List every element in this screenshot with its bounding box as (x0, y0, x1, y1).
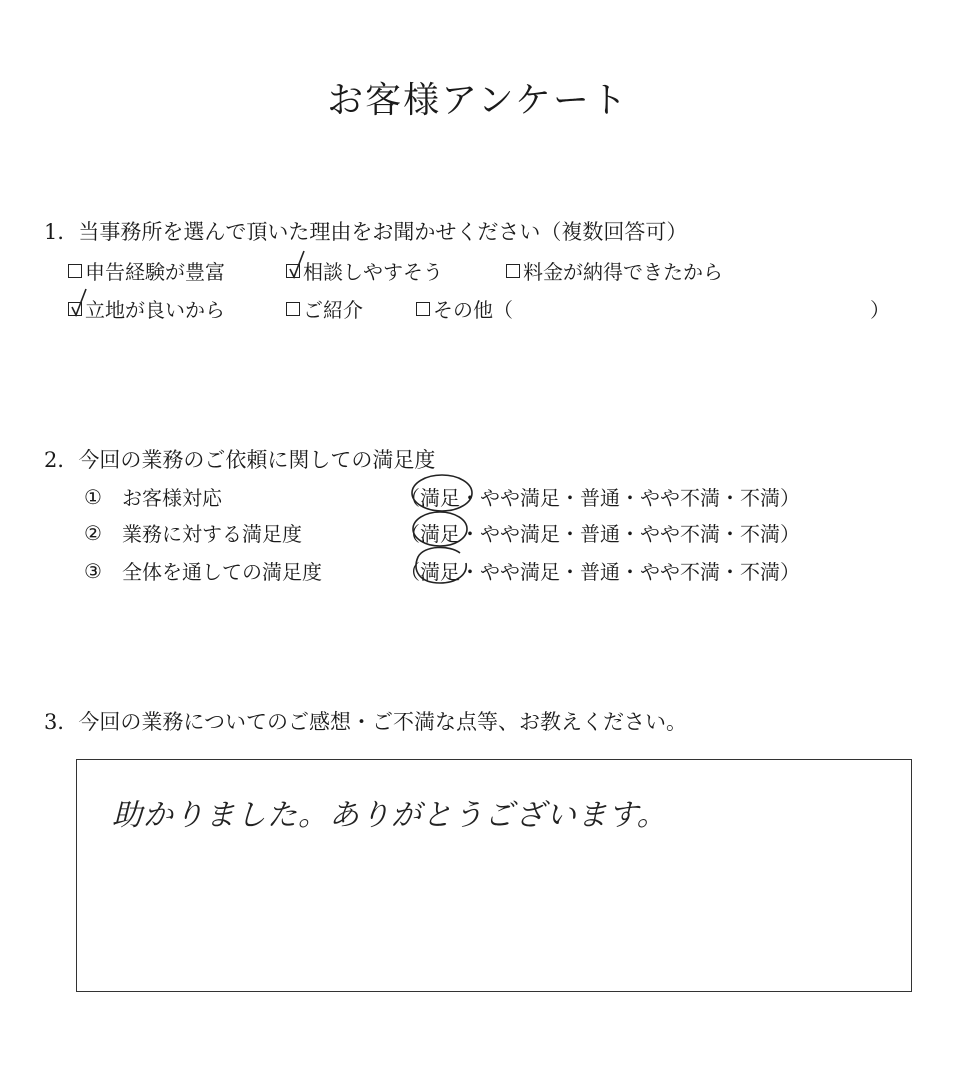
circle-mark-icon (410, 547, 478, 591)
item-label: お客様対応 (122, 486, 222, 510)
q1-option-fee[interactable] (506, 256, 723, 285)
scale-option[interactable]: 普通 (580, 560, 620, 584)
option-label: ご紹介 (303, 298, 363, 322)
check-mark-icon (288, 251, 306, 279)
rating-row-3 (84, 556, 800, 585)
selected-level: 満足 (420, 560, 460, 584)
scale-sep: ・ (460, 560, 480, 584)
scale-option[interactable]: やや不満 (640, 486, 720, 510)
selected-level: 満足 (420, 486, 460, 510)
item-number: ② (84, 520, 102, 545)
scale-sep: ・ (620, 522, 640, 546)
scale-option-selected[interactable] (420, 482, 460, 511)
scale-option[interactable]: 不満 (740, 522, 780, 546)
q1-option-referral[interactable] (286, 294, 363, 323)
q1-option-other[interactable] (416, 294, 513, 323)
scale-option-selected[interactable] (420, 556, 460, 585)
checkbox-icon[interactable] (416, 302, 430, 316)
option-label: 料金が納得できたから (523, 260, 723, 284)
item-number: ① (84, 484, 102, 509)
item-label: 全体を通しての満足度 (122, 560, 322, 584)
checkbox-icon[interactable] (286, 302, 300, 316)
rating-row-2 (84, 518, 800, 547)
question-3: 3．今回の業務についてのご感想・ご不満な点等、お教えください。 (44, 710, 687, 734)
checkbox-icon[interactable] (506, 264, 520, 278)
item-number: ③ (84, 558, 102, 583)
scale-option[interactable]: 普通 (580, 486, 620, 510)
scale-open: （ (400, 486, 420, 510)
option-label: その他（ (433, 298, 513, 322)
q1-option-location[interactable] (68, 294, 225, 323)
rating-row-1 (84, 482, 800, 511)
satisfaction-scale[interactable] (400, 482, 800, 511)
scale-option[interactable]: やや不満 (640, 560, 720, 584)
scale-option[interactable]: 不満 (740, 486, 780, 510)
scale-option[interactable]: やや満足 (480, 486, 560, 510)
scale-open: （ (400, 522, 420, 546)
scale-sep: ・ (560, 560, 580, 584)
question-2: 2．今回の業務のご依頼に関しての満足度 (44, 448, 436, 472)
check-mark-icon (70, 289, 88, 317)
question-1: 1．当事務所を選んで頂いた理由をお聞かせください（複数回答可） (44, 220, 688, 244)
scale-open: （ (400, 560, 420, 584)
scale-sep: ・ (720, 560, 740, 584)
selected-level: 満足 (420, 522, 460, 546)
scale-close: ） (780, 560, 800, 584)
satisfaction-scale[interactable] (400, 518, 800, 547)
scale-sep: ・ (720, 522, 740, 546)
option-label: 立地が良いから (85, 298, 225, 322)
scale-sep: ・ (560, 486, 580, 510)
option-label: 相談しやすそう (303, 260, 443, 284)
scale-option[interactable]: やや不満 (640, 522, 720, 546)
scale-sep: ・ (460, 522, 480, 546)
scale-sep: ・ (460, 486, 480, 510)
scale-sep: ・ (560, 522, 580, 546)
satisfaction-scale[interactable] (400, 556, 800, 585)
option-label: 申告経験が豊富 (85, 260, 225, 284)
checkbox-icon[interactable] (68, 264, 82, 278)
scale-option[interactable]: やや満足 (480, 522, 560, 546)
scale-option-selected[interactable] (420, 518, 460, 547)
scale-close: ） (780, 522, 800, 546)
survey-title: お客様アンケート (327, 80, 629, 121)
q1-option-experience[interactable] (68, 256, 225, 285)
other-close-paren: ） (870, 298, 890, 322)
scale-sep: ・ (720, 486, 740, 510)
scale-close: ） (780, 486, 800, 510)
scale-sep: ・ (620, 560, 640, 584)
scale-option[interactable]: やや満足 (480, 560, 560, 584)
handwritten-answer: 助かりました。ありがとうございます。 (112, 798, 668, 833)
scale-option[interactable]: 不満 (740, 560, 780, 584)
checked-checkbox-icon[interactable] (68, 302, 82, 316)
checked-checkbox-icon[interactable] (286, 264, 300, 278)
scale-option[interactable]: 普通 (580, 522, 620, 546)
q1-option-easy-consult[interactable] (286, 256, 443, 285)
item-label: 業務に対する満足度 (122, 522, 302, 546)
scale-sep: ・ (620, 486, 640, 510)
